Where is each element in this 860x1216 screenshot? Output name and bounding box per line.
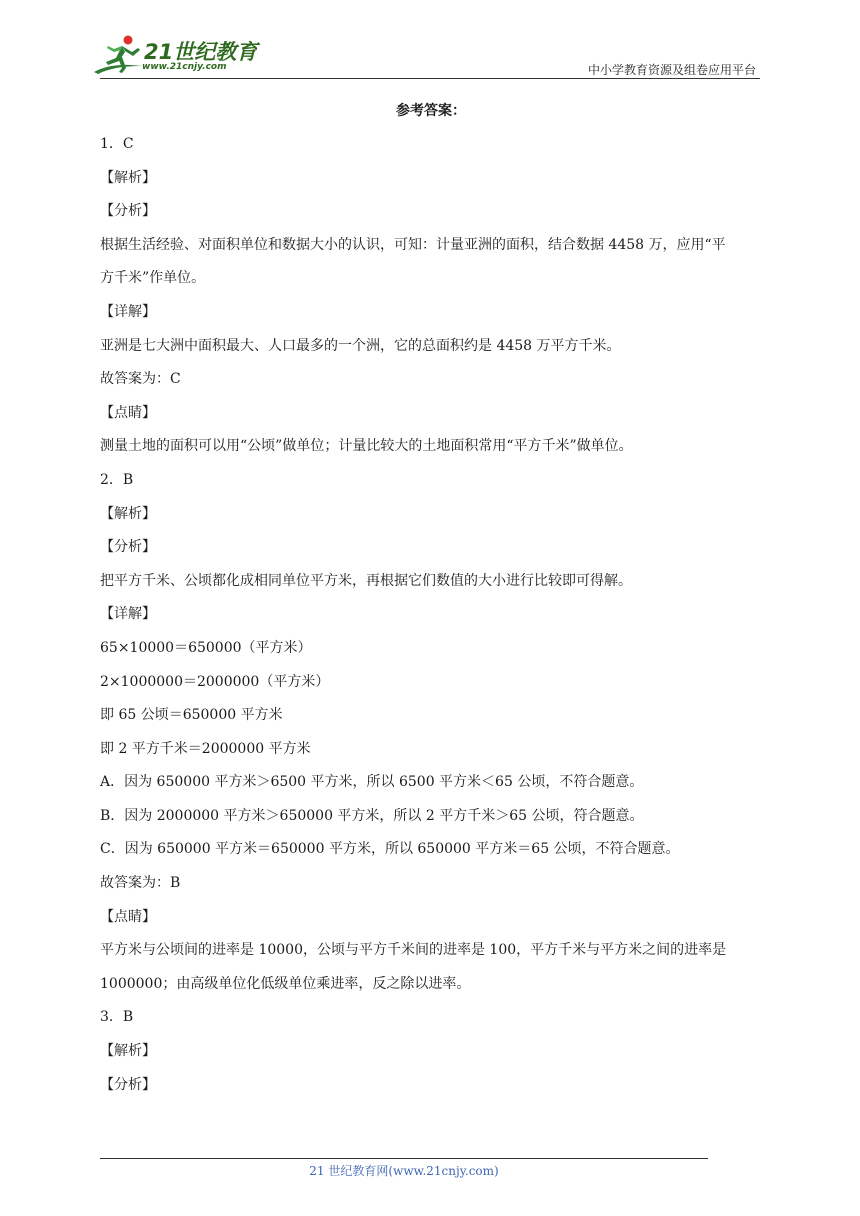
paragraph-line: 平方米与公顷间的进率是 10000，公顷与平方千米间的进率是 100，平方千米与平方米之间的进率是 <box>100 942 727 959</box>
option-analysis: C．因为 650000 平方米＝650000 平方米，所以 650000 平方米＝65 公顷，不符合题意。 <box>100 841 680 858</box>
document-body <box>100 95 762 1102</box>
header-divider <box>100 78 760 79</box>
answer-number: 2．B <box>100 471 134 488</box>
section-heading-xiangjie: 【详解】 <box>100 303 156 320</box>
answer-statement: 故答案为：B <box>100 875 181 892</box>
paragraph-line: 根据生活经验、对面积单位和数据大小的认识，可知：计量亚洲的面积，结合数据 4458 万，应用“平 <box>100 236 726 253</box>
section-heading-dianjing: 【点睛】 <box>100 908 156 925</box>
section-heading-fenxi: 【分析】 <box>100 539 156 556</box>
paragraph-line: 亚洲是七大洲中面积最大、人口最多的一个洲，它的总面积约是 4458 万平方千米。 <box>100 337 621 354</box>
paragraph-line: 把平方千米、公顷都化成相同单位平方米，再根据它们数值的大小进行比较即可得解。 <box>100 572 632 589</box>
paragraph-line: 1000000；由高级单位化低级单位乘进率，反之除以进率。 <box>100 975 471 992</box>
logo-text: 21世纪教育 <box>144 40 258 64</box>
footer-link[interactable]: 21 世纪教育网(www.21cnjy.com) <box>309 1164 499 1178</box>
section-heading-fenxi: 【分析】 <box>100 203 156 220</box>
paragraph-line: 测量土地的面积可以用“公顷”做单位；计量比较大的土地面积常用“平方千米”做单位。 <box>100 438 633 455</box>
calculation-line: 2×1000000＝2000000（平方米） <box>100 673 330 690</box>
site-logo[interactable] <box>92 32 262 78</box>
calculation-line: 即 65 公顷＝650000 平方米 <box>100 707 283 724</box>
platform-name: 中小学教育资源及组卷应用平台 <box>587 63 756 77</box>
runner-logo-icon <box>92 32 144 76</box>
option-analysis: A．因为 650000 平方米＞6500 平方米，所以 6500 平方米＜65 公顷，不符合题意。 <box>100 774 644 791</box>
answer-number: 1．C <box>100 136 134 152</box>
section-heading-jiexi: 【解析】 <box>100 169 156 186</box>
answer-number: 3．B <box>100 1009 134 1026</box>
section-heading-jiexi: 【解析】 <box>100 1043 156 1060</box>
calculation-line: 即 2 平方千米＝2000000 平方米 <box>100 740 311 757</box>
footer-divider <box>100 1158 708 1159</box>
section-heading-xiangjie: 【详解】 <box>100 606 156 623</box>
paragraph-line: 方千米”作单位。 <box>100 270 206 287</box>
logo-url: www.21cnjy.com <box>142 62 227 72</box>
answer-title: 参考答案： <box>396 103 466 119</box>
page-header <box>0 0 860 82</box>
section-heading-jiexi: 【解析】 <box>100 505 156 522</box>
calculation-line: 65×10000＝650000（平方米） <box>100 639 312 656</box>
section-heading-dianjing: 【点睛】 <box>100 404 156 421</box>
answer-statement: 故答案为：C <box>100 371 181 388</box>
option-analysis: B．因为 2000000 平方米＞650000 平方米，所以 2 平方千米＞65 公顷，符合题意。 <box>100 807 644 824</box>
section-heading-fenxi: 【分析】 <box>100 1076 156 1093</box>
